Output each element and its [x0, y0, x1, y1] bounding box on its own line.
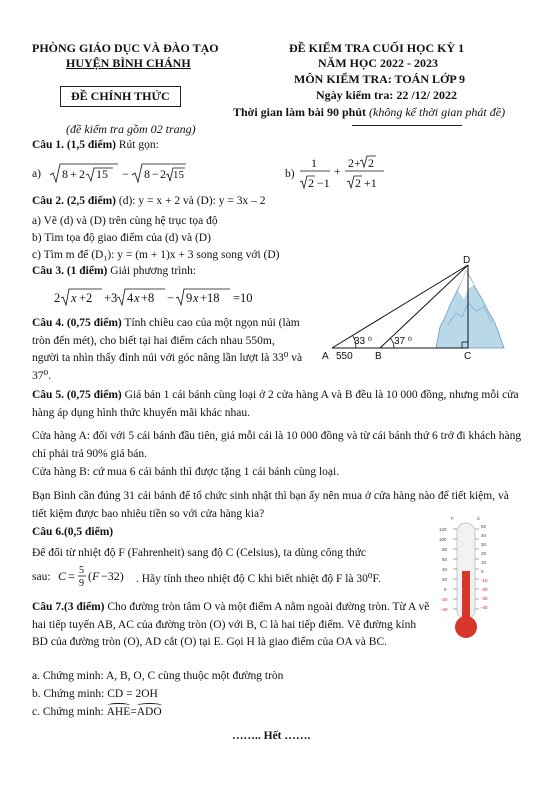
- q1-heading: [32, 139, 159, 151]
- svg-text:2: 2: [368, 156, 374, 170]
- thermo-f-tick: -40: [441, 607, 448, 612]
- exam-title: ĐỀ KIỂM TRA CUỐI HỌC KỲ 1: [289, 41, 465, 55]
- svg-text:C: C: [58, 569, 67, 583]
- q6-formula-suffix: . Hãy tính theo nhiệt độ C khi biết nhiệt độ F là 30⁰F.: [136, 573, 381, 585]
- q3-heading: [32, 265, 196, 277]
- svg-text:9: 9: [186, 291, 193, 305]
- q7-c: [32, 706, 162, 718]
- thermometer-figure: [433, 515, 499, 644]
- label-A: A: [322, 351, 329, 362]
- q7-c-arc2: [137, 706, 162, 718]
- mountain-svg: [318, 255, 518, 363]
- svg-text:2: 2: [79, 167, 85, 181]
- svg-text:2: 2: [160, 167, 166, 181]
- time-italic: (không kể thời gian phát đề): [369, 105, 506, 119]
- q7-text: Cho đường tròn tâm O và một điểm A nằm ngoài đường tròn. Từ A vẽ hai tiếp tuyến AB, AC của đường tròn (O) với B, C là hai tiếp điểm. Vẽ đường kính BD của đường tròn (O), AD cắt (O) tại E. Gọi H là giao điểm của OA và BC.: [32, 601, 430, 648]
- q1-text: Rút gọn:: [116, 139, 159, 151]
- thermometer-svg: [433, 515, 499, 641]
- q5-question: Bạn Bình cần đúng 31 cái bánh để tổ chức sinh nhật thì bạn ấy nên mua ở cửa hàng nào để tiết kiệm, và tiết kiệm được bao nhiêu tiền so với cửa hàng kia?: [32, 490, 509, 520]
- q7-b: b. Chứng minh: CD = 2OH: [32, 688, 158, 700]
- thermo-c-tick: 0: [481, 569, 484, 574]
- q5-paragraph: [32, 387, 524, 422]
- q2-text: (d): y = x + 2 và (D): y = 3x – 2: [116, 195, 266, 207]
- thermo-c-tick: -10: [481, 578, 488, 583]
- q3-title: Câu 3. (1 điểm): [32, 265, 108, 277]
- thermo-f-tick: 80: [442, 547, 448, 552]
- time-bold: Thời gian làm bài 90 phút: [233, 105, 370, 119]
- q7-c-arc1-text: AHE: [106, 706, 131, 718]
- svg-text:(: (: [88, 569, 92, 583]
- svg-text:x: x: [134, 291, 140, 305]
- svg-text:8: 8: [144, 167, 150, 181]
- thermometer-bulb: [455, 616, 477, 638]
- thermo-c-tick: 50: [481, 524, 487, 529]
- q2-c: c) Tìm m để (D₁): y = (m + 1)x + 3 song song với (D): [32, 249, 280, 261]
- svg-text:−: −: [167, 291, 175, 305]
- q7-a: a. Chứng minh: A, B, O, C cùng thuộc một đường tròn: [32, 670, 284, 682]
- svg-text:−32): −32): [101, 569, 124, 583]
- q4-title: Câu 4. (0,75 điểm): [32, 317, 122, 329]
- page-note: (đề kiểm tra gồm 02 trang): [66, 122, 196, 136]
- svg-text:=10: =10: [233, 291, 253, 305]
- q2-heading: [32, 195, 265, 207]
- arc-mark: [107, 703, 131, 708]
- q6-formula-svg: [56, 563, 136, 591]
- q2-a: a) Vẽ (d) và (D) trên cùng hệ trục tọa độ: [32, 215, 218, 227]
- q7-c-arc2-text: ADO: [136, 706, 162, 718]
- school-year: NĂM HỌC 2022 - 2023: [318, 56, 438, 70]
- q4-text: Tính chiều cao của một ngọn núi (làm tròn đến mét), cho biết tại hai điểm cách nhau 550m, người ta nhìn thấy đỉnh núi với góc nâng lần lượt là 33⁰ và 37⁰.: [32, 317, 303, 382]
- svg-text:15: 15: [96, 167, 108, 181]
- department-name: PHÒNG GIÁO DỤC VÀ ĐÀO TẠO: [32, 41, 219, 55]
- thermo-f-tick: 20: [442, 577, 448, 582]
- thermo-c-tick: -20: [481, 587, 488, 592]
- thermo-f-tick: 0: [444, 587, 447, 592]
- svg-text:+18: +18: [200, 291, 220, 305]
- label-angle1: 33 ⁰: [354, 336, 372, 347]
- mountain-figure: [318, 255, 518, 366]
- thermo-c-tick: 20: [481, 551, 487, 556]
- label-angle2: 37 ⁰: [394, 336, 412, 347]
- q5-text: Giá bán 1 cái bánh cùng loại ở 2 cửa hàng A và B đều là 10 000 đồng, nhưng mỗi cửa hàng áp dụng hình thức khuyến mãi khác nhau.: [32, 389, 519, 419]
- svg-text:=: =: [68, 569, 75, 583]
- svg-text:−1: −1: [317, 176, 330, 190]
- footer-end: …….. Hết …….: [232, 730, 311, 742]
- q5-store-b: Cửa hàng B: cứ mua 6 cái bánh thì được tặng 1 cái bánh cùng loại.: [32, 466, 340, 478]
- svg-text:15: 15: [173, 169, 184, 181]
- svg-text:−: −: [122, 167, 129, 181]
- exam-date: Ngày kiểm tra: 22 /12/ 2022: [316, 88, 457, 102]
- svg-text:2+: 2+: [348, 156, 361, 170]
- subject: MÔN KIỂM TRA: TOÁN LỚP 9: [294, 72, 466, 86]
- thermo-c-tick: 40: [481, 533, 487, 538]
- thermo-c-tick: -30: [481, 596, 488, 601]
- q6-formula-prefix: sau:: [32, 571, 51, 583]
- thermo-f-tick: 40: [442, 567, 448, 572]
- thermo-f-tick: 120: [439, 527, 447, 532]
- q2-b: b) Tìm tọa độ giao điểm của (d) và (D): [32, 232, 211, 244]
- q1-b-label: b): [285, 168, 295, 180]
- q1-title: Câu 1. (1,5 điểm): [32, 139, 117, 151]
- q5-store-a: Cửa hàng A: đối với 5 cái bánh đầu tiên, giá mỗi cái là 10 000 đồng và từ cái bánh thứ 6 trở đi khách hàng chỉ phải trả 90% giá bán.: [32, 430, 522, 460]
- q3-svg: [52, 285, 262, 309]
- svg-text:8: 8: [62, 167, 68, 181]
- q6-text: Để đổi từ nhiệt độ F (Fahrenheit) sang độ C (Celsius), ta dùng công thức: [32, 547, 367, 559]
- header-underline: [352, 125, 462, 126]
- q5-title: Câu 5. (0,75 điểm): [32, 389, 122, 401]
- thermo-c-tick: 30: [481, 542, 487, 547]
- q7-paragraph: [32, 599, 432, 652]
- svg-text:F: F: [92, 569, 100, 583]
- svg-text:+3: +3: [104, 291, 118, 305]
- svg-text:9: 9: [79, 578, 84, 589]
- q7-c-prefix: c. Chứng minh:: [32, 706, 107, 718]
- thermo-c-tick: -40: [481, 605, 488, 610]
- thermo-f-tick: 60: [442, 557, 448, 562]
- arc-mark: [137, 703, 162, 708]
- svg-text:x: x: [193, 291, 199, 305]
- q7-c-eq: =: [130, 706, 137, 718]
- q1-a-label: a): [32, 168, 41, 180]
- svg-text:+8: +8: [141, 291, 155, 305]
- thermo-f-tick: -20: [441, 597, 448, 602]
- time-allowed: [233, 105, 505, 120]
- svg-text:−: −: [152, 167, 159, 181]
- svg-text:5: 5: [79, 565, 84, 576]
- svg-text:+: +: [334, 164, 341, 178]
- svg-text:+2: +2: [79, 291, 93, 305]
- svg-text:+: +: [70, 167, 77, 181]
- svg-text:2: 2: [54, 291, 61, 305]
- svg-text:1: 1: [311, 156, 317, 170]
- district-name: HUYỆN BÌNH CHÁNH: [66, 56, 191, 70]
- thermo-f-label: F: [451, 516, 454, 521]
- q7-title: Câu 7.(3 điểm): [32, 601, 105, 613]
- svg-text:4: 4: [127, 291, 134, 305]
- svg-text:x: x: [71, 291, 77, 305]
- label-distance: 550: [336, 351, 353, 362]
- label-B: B: [375, 351, 382, 362]
- q2-title: Câu 2. (2,5 điểm): [32, 195, 117, 207]
- q1-b-svg: [298, 155, 388, 191]
- q7-c-arc1: [107, 706, 131, 718]
- q1-a-expression: [48, 160, 188, 189]
- q3-text: Giải phương trình:: [107, 265, 197, 277]
- q1-b-expression: [298, 155, 388, 194]
- q3-equation: [52, 285, 262, 312]
- q6-title: Câu 6.(0,5 điểm): [32, 526, 114, 538]
- svg-text:2: 2: [308, 176, 314, 190]
- thermo-c-tick: 10: [481, 560, 487, 565]
- thermo-f-tick: 100: [439, 537, 447, 542]
- q1-a-svg: [48, 160, 188, 186]
- q4-paragraph: [32, 315, 304, 385]
- thermo-c-label: C: [477, 516, 481, 521]
- label-C: C: [464, 351, 472, 362]
- label-D: D: [463, 255, 471, 266]
- svg-text:2: 2: [355, 176, 361, 190]
- official-label: ĐỀ CHÍNH THỨC: [60, 86, 181, 107]
- svg-text:+1: +1: [364, 176, 377, 190]
